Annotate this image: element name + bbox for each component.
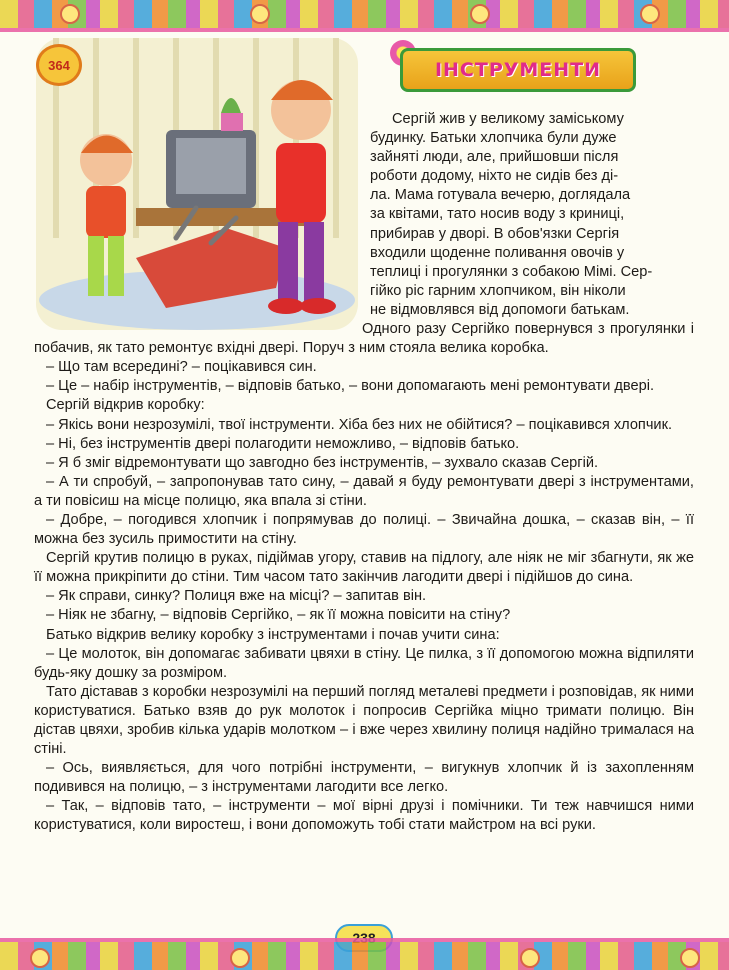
story-paragraph: – Що там всередині? – поцікавився син.	[46, 359, 317, 376]
story-title: ІНСТРУМЕНТИ	[434, 59, 602, 81]
story-paragraph: Тато діставав з коробки незрозумілі на перший погляд металеві предмети і розповідав, як ними користуватися. Батько взяв до рук молоток і попросив Сергійка міцно тримати полицю. Він дістав цвяхи, зробив кілька ударів молотком – і вже через хвилину полиця надійно трималася на стіні.	[34, 683, 694, 758]
top-toy-border	[0, 0, 729, 32]
story-paragraph: Батько відкрив велику коробку з інструментами і почав учити сина:	[46, 626, 500, 643]
ball-icon	[680, 948, 700, 968]
story-paragraph: – Ні, без інструментів двері полагодити неможливо, – відповів батько.	[46, 435, 520, 452]
story-paragraph: – Як справи, синку? Полиця вже на місці? – запитав він.	[46, 588, 427, 605]
story-paragraph: – А ти спробуй, – запропонував тато сину, – давай я буду ремонтувати двері з інструментами, а ти повісиш на місце полицю, яка впала зі стіни.	[34, 473, 694, 509]
story-paragraph: – Якісь вони незрозумілі, твої інструменти. Хіба без них не обійтися? – поцікавився хлопчик.	[46, 416, 673, 433]
story-paragraph: – Я б зміг відремонтувати що завгодно без інструментів, – зухвало сказав Сергій.	[46, 454, 599, 471]
ball-icon	[470, 4, 490, 24]
story-paragraph: – Ось, виявляється, для чого потрібні інструменти, – вигукнув хлопчик й із захопленням подивився на полицю, – з інструментами лагодити все легко.	[34, 760, 694, 796]
story-paragraph: – Ніяк не збагну, – відповів Сергійко, – як її можна повісити на стіну?	[46, 607, 511, 624]
ball-icon	[30, 948, 50, 968]
story-paragraph: Одного разу Сергійко повернувся з прогулянки і побачив, як тато ремонтує вхідні двері. Поруч з ним стояла велика коробка.	[34, 321, 694, 357]
story-paragraph: Сергій відкрив коробку:	[46, 397, 205, 414]
story-paragraph: – Так, – відповів тато, – інструменти – мої вірні друзі і помічники. Ти теж навчишся ними користуватися, коли виростеш, і вони допоможуть тобі стати майстром на всі руки.	[34, 798, 694, 834]
ball-icon	[230, 948, 250, 968]
ball-icon	[60, 4, 80, 24]
story-paragraph: – Це – набір інструментів, – відповів батько, – вони допомагають мені ремонтувати двері.	[46, 378, 655, 395]
ball-icon	[520, 948, 540, 968]
page-number-top: 364	[36, 44, 82, 86]
intro-paragraph: Сергій жив у великому заміському будинку. Батьки хлопчика були дуже зайняті люди, але, прийшовши після роботи додому, ніхто не сидів без ді- ла. Мама готувала вечерю, доглядала за квітами, тато носив воду з криниці, прибирав у дворі. В обов'язки Сергія входили щоденне поливання овочів у теплиці і прогулянки з собакою Мімі. Сер- гійко ріс гарним хлопчиком, він ніколи не відмовлявся від допомоги батькам.	[370, 111, 653, 318]
story-paragraph: – Це молоток, він допомагає забивати цвяхи в стіну. Це пилка, з її допомогою можна відпиляти будь-яку дошку за розміром.	[34, 645, 694, 681]
story-paragraph: – Добре, – погодився хлопчик і попрямував до полиці. – Звичайна дошка, – сказав він, – її можна без зусиль примостити на стіну.	[34, 511, 694, 548]
ball-icon	[250, 4, 270, 24]
story-paragraph: Сергій крутив полицю в руках, підіймав угору, ставив на підлогу, але ніяк не міг збагнути, як же її можна прикріпити до стіни. Тим часом тато закінчив лагодити двері і підійшов до сина.	[34, 550, 694, 586]
title-banner	[400, 48, 636, 92]
story-text	[34, 110, 694, 836]
bottom-toy-border	[0, 938, 729, 970]
ball-icon	[640, 4, 660, 24]
